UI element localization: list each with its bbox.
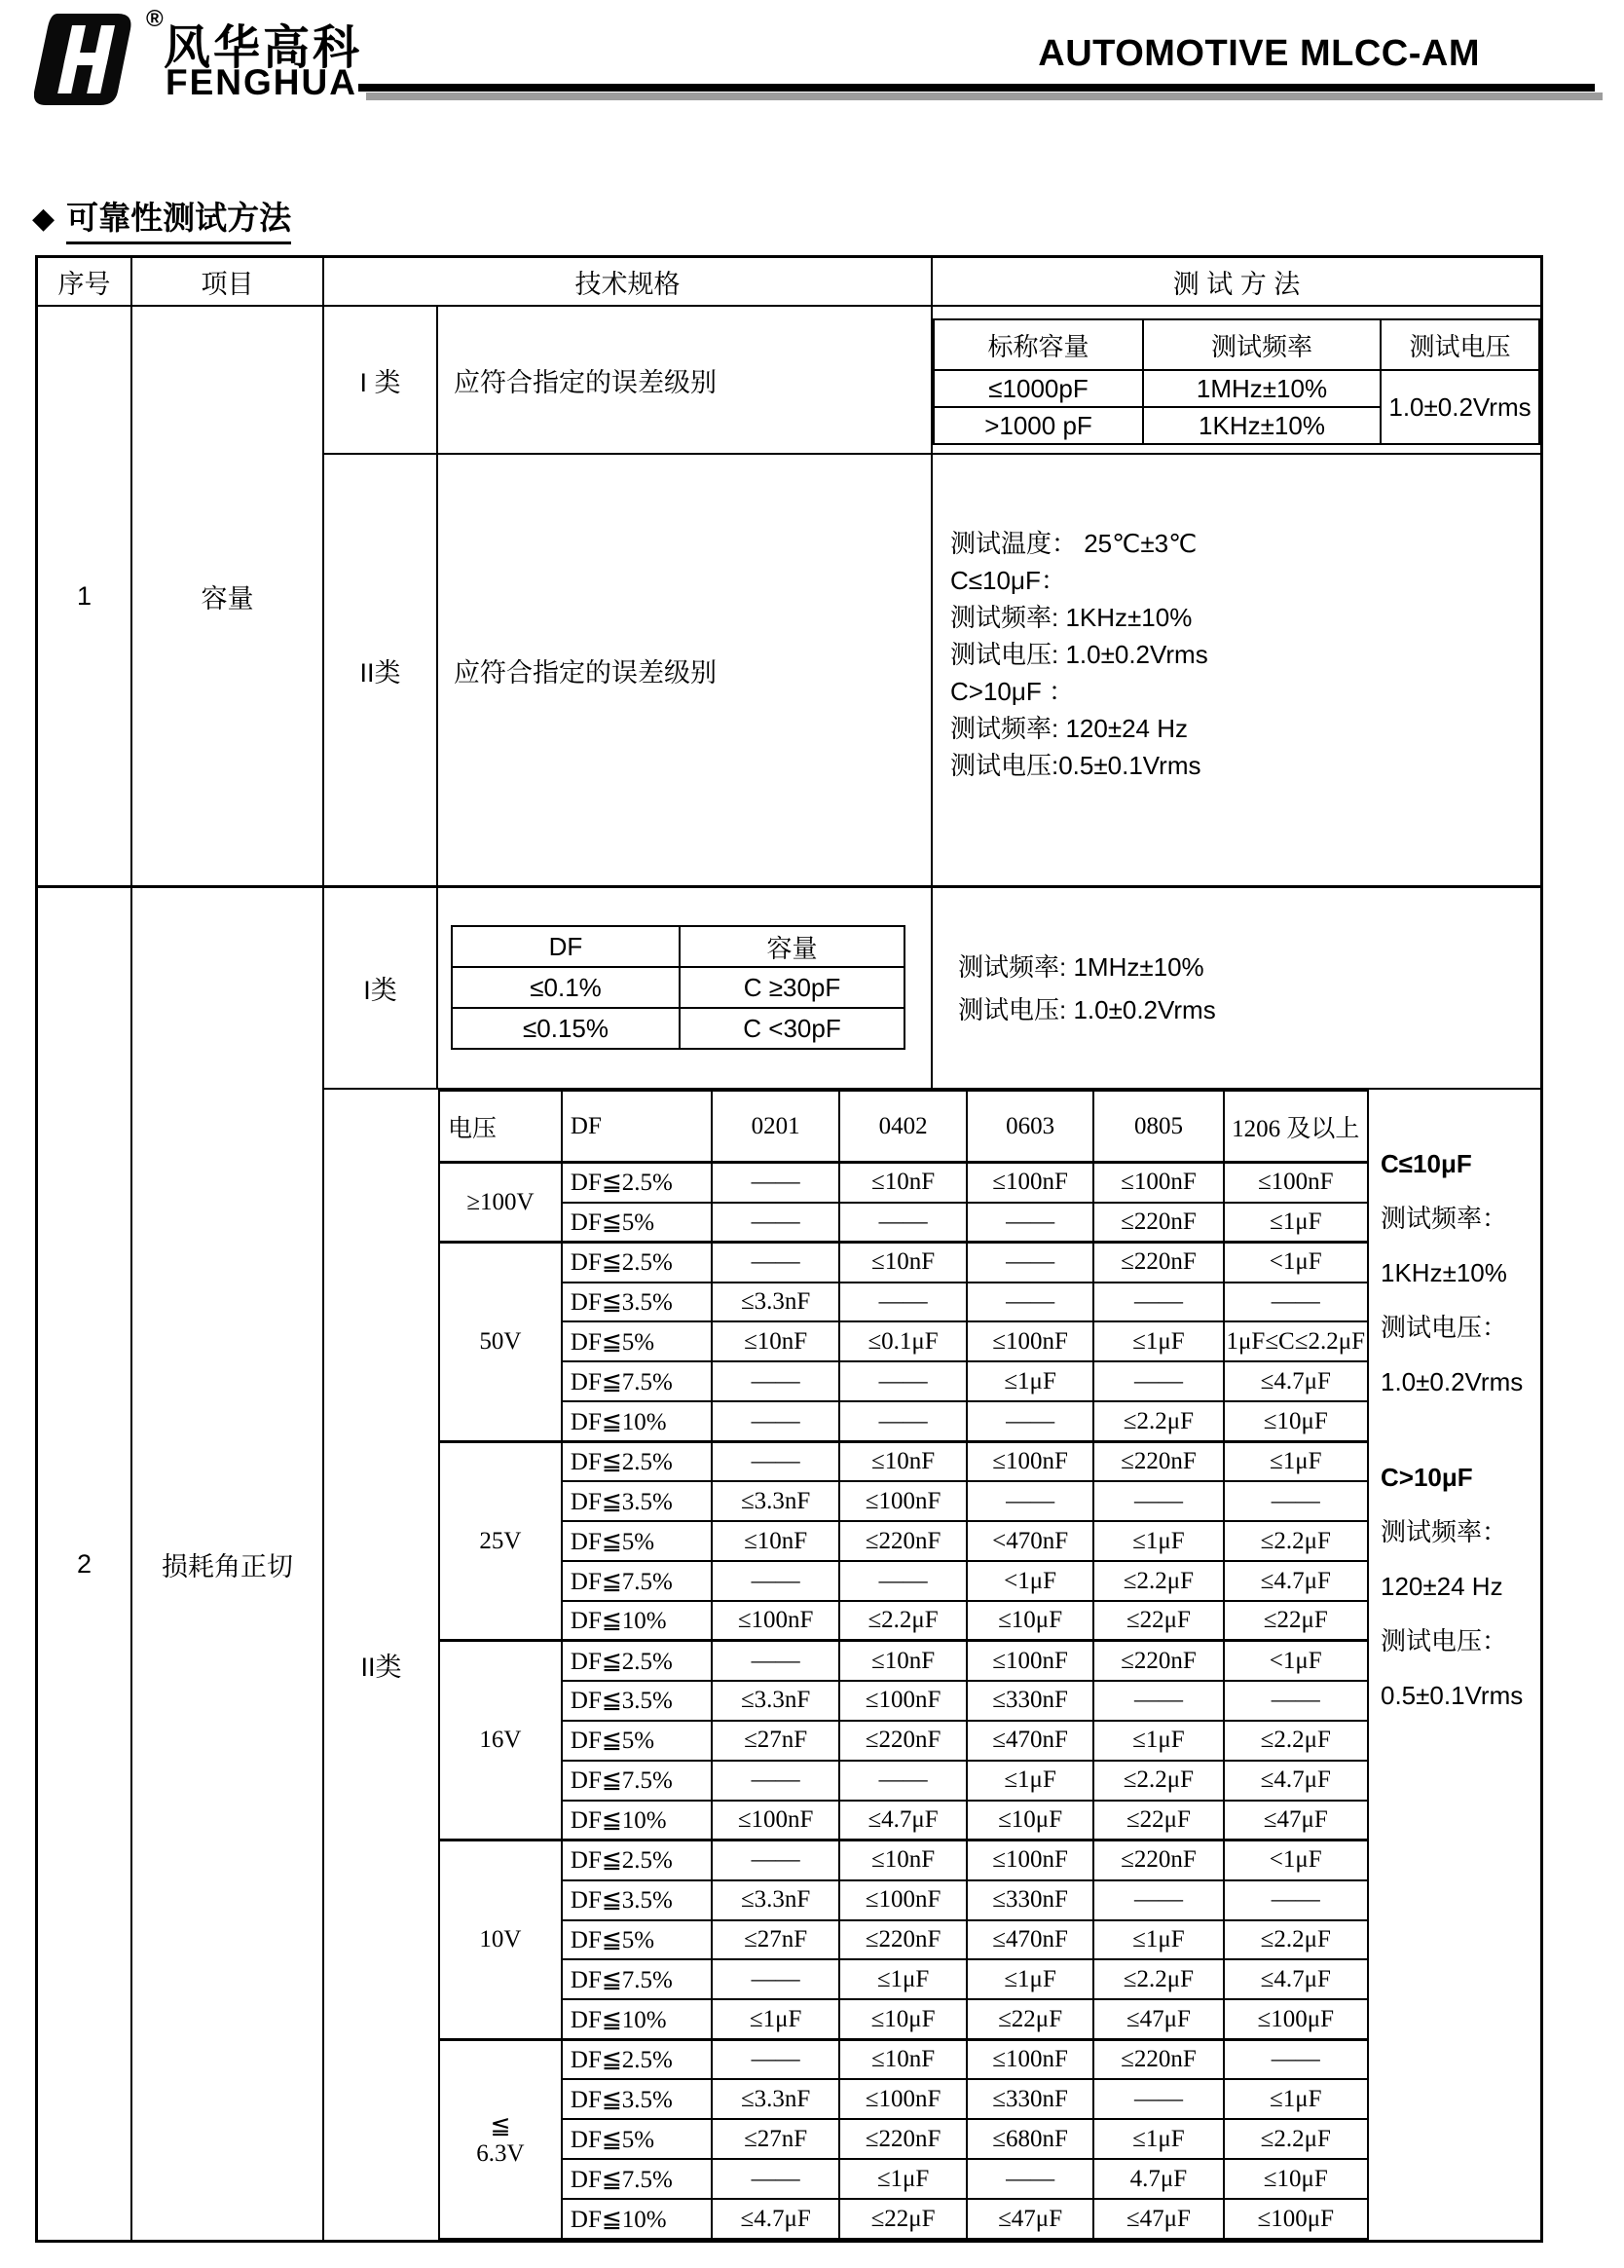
spec-text: 应符合指定的误差级别 [438,307,933,453]
voltage-group-cell: 10V [439,1840,562,2040]
grid-col-df: DF [562,1091,712,1163]
cap-value: ≤1000pF [934,370,1143,407]
df-limit-cell: ≤4.7μF [839,1801,967,1840]
df-table-row [452,1008,904,1049]
method-line: 测试频率: 1KHz±10% [950,603,1193,632]
df-limit-cell: ≤1μF [1224,1203,1368,1243]
df-grid-row [439,1243,1368,1283]
class-label: I 类 [324,307,438,453]
df-threshold-cell: DF≦2.5% [562,1840,712,1880]
df-limit-cell: <1μF [1224,1840,1368,1880]
df-limit-cell: ≤330nF [967,1681,1094,1721]
col-header-spec: 技术规格 [324,258,933,305]
df-limit-cell: —— [712,1561,839,1601]
df-class2-method [1369,1090,1540,2240]
df-value: ≤0.1% [452,967,680,1008]
df-limit-cell: ≤100nF [967,1840,1094,1880]
df-class2-row [324,1090,1540,2240]
df-limit-cell: ≤100nF [712,1801,839,1840]
df-class1-row [324,888,1540,1090]
df-threshold-cell: DF≦2.5% [562,2039,712,2079]
df-limit-cell: ≤100nF [1224,1163,1368,1203]
df-threshold-cell: DF≦3.5% [562,1681,712,1721]
df-threshold-cell: DF≦3.5% [562,2079,712,2119]
df-threshold-cell: DF≦3.5% [562,1481,712,1521]
method-line: 测试温度： 25℃±3℃ [950,529,1198,558]
table-row-capacitance [38,307,1540,888]
df-threshold-cell: DF≦7.5% [562,2159,712,2199]
df-class1-spec-cell [438,888,933,1088]
df-limit-cell: <1μF [967,1561,1094,1601]
df-grid-row [439,1920,1368,1960]
cap-class2-row [324,455,1540,885]
df-limit-cell: ≤100nF [1093,1163,1223,1203]
df-limit-cell: ≤1μF [967,1959,1094,1999]
diamond-bullet-icon: ◆ [32,203,55,235]
row-item: 损耗角正切 [132,888,324,2240]
df-limit-cell: ≤330nF [967,2079,1094,2119]
df-grid-table [438,1090,1369,2240]
method-line: C≤10μF [1381,1149,1472,1178]
voltage-group-cell: 16V [439,1641,562,1840]
df-class1-table [451,925,905,1050]
cap-method-cell [933,307,1540,453]
col-header-method: 测 试 方 法 [1172,269,1301,299]
df-limit-cell: ≤330nF [967,1880,1094,1920]
df-limit-cell: ≤2.2μF [1093,1959,1223,1999]
grid-col-size: 0402 [839,1091,967,1163]
df-limit-cell: —— [712,1361,839,1401]
cap-col-freq: 测试频率 [1143,319,1381,370]
grid-col-size: 0805 [1093,1091,1223,1163]
df-limit-cell: ≤2.2μF [1224,1721,1368,1761]
df-grid-row [439,1361,1368,1401]
grid-col-size: 0603 [967,1091,1094,1163]
freq-value: 1KHz±10% [1143,407,1381,444]
method-line: C>10μF ： [950,677,1074,706]
df-limit-cell: ≤3.3nF [712,1880,839,1920]
df-limit-cell: ≤4.7μF [1224,1959,1368,1999]
df-limit-cell: ≤2.2μF [1224,1521,1368,1561]
df-limit-cell: ≤100nF [967,1641,1094,1681]
col-header-item: 项目 [132,258,324,305]
df-limit-cell: —— [967,2159,1094,2199]
df-limit-cell: ≤3.3nF [712,1283,839,1322]
df-limit-cell: <1μF [1224,1641,1368,1681]
df-limit-cell: ≤220nF [1093,1641,1223,1681]
df-limit-cell: ≤220nF [839,2119,967,2159]
df-limit-cell: —— [712,1163,839,1203]
table-header-row [38,258,1540,307]
df-limit-cell: ≤10nF [839,1840,967,1880]
df-limit-cell: —— [712,2039,839,2079]
df-limit-cell: 1μF≤C≤2.2μF [1224,1321,1368,1361]
df-limit-cell: ≤47μF [1224,1801,1368,1840]
cap-range-value: C ≥30pF [680,967,904,1008]
reliability-test-table [35,255,1543,2243]
df-threshold-cell: DF≦7.5% [562,1959,712,1999]
df-grid-row [439,1601,1368,1641]
df-grid-row [439,1840,1368,1880]
brand-name-english: FENGHUA [166,62,357,102]
df-limit-cell: ≤27nF [712,2119,839,2159]
df-limit-cell: —— [712,1959,839,1999]
df-limit-cell: ≤2.2μF [1224,1920,1368,1960]
df-limit-cell: —— [1093,1361,1223,1401]
df-limit-cell: ≤27nF [712,1920,839,1960]
df-limit-cell: —— [967,1401,1094,1441]
grid-col-voltage: 电压 [439,1091,562,1163]
df-limit-cell: ≤47μF [1093,1999,1223,2039]
spec-text: 应符合指定的误差级别 [438,455,933,885]
freq-value: 1MHz±10% [1143,370,1381,407]
df-threshold-cell: DF≦10% [562,2199,712,2239]
df-limit-cell: ≤1μF [1093,1721,1223,1761]
cap-method-table [933,318,1540,445]
df-grid-row [439,2119,1368,2159]
cap-value: >1000 pF [934,407,1143,444]
df-limit-cell: ≤220nF [1093,1243,1223,1283]
page-header [0,0,1624,255]
df-grid-row [439,2039,1368,2079]
df-threshold-cell: DF≦3.5% [562,1880,712,1920]
df-limit-cell: —— [839,1283,967,1322]
df-grid-row [439,2159,1368,2199]
df-limit-cell: —— [712,1840,839,1880]
brand-name-chinese: 风华高科 [164,22,363,74]
df-grid-row [439,1401,1368,1441]
df-limit-cell: ≤220nF [1093,1840,1223,1880]
df-threshold-cell: DF≦10% [562,1801,712,1840]
df-limit-cell: —— [967,1481,1094,1521]
df-limit-cell: ≤10μF [967,1801,1094,1840]
method-line: 测试频率： [1381,1517,1508,1546]
df-threshold-cell: DF≦5% [562,1920,712,1960]
df-col-header: DF [452,926,680,967]
df-limit-cell: ≤1μF [839,1959,967,1999]
df-limit-cell: ≤3.3nF [712,1681,839,1721]
df-limit-cell: —— [839,1361,967,1401]
df-limit-cell: ≤100μF [1224,1999,1368,2039]
df-limit-cell: <470nF [967,1521,1094,1561]
df-limit-cell: ≤1μF [1093,1521,1223,1561]
df-grid-row [439,1163,1368,1203]
header-rule-black [358,84,1595,92]
grid-col-size: 1206 及以上 [1224,1091,1368,1163]
df-grid-row [439,2079,1368,2119]
df-grid-row [439,1283,1368,1322]
df-limit-cell: —— [1093,1681,1223,1721]
cap-col-header: 容量 [680,926,904,967]
df-limit-cell: —— [839,1401,967,1441]
df-table-row [452,967,904,1008]
method-line: 测试电压： [1381,1313,1508,1342]
df-limit-cell: —— [712,1641,839,1681]
method-line: 0.5±0.1Vrms [1381,1681,1524,1710]
df-limit-cell: —— [1224,1481,1368,1521]
df-threshold-cell: DF≦7.5% [562,1761,712,1801]
method-line: 测试频率: 1MHz±10% [958,951,1204,982]
df-threshold-cell: DF≦5% [562,1321,712,1361]
df-limit-cell: ≤100nF [839,1880,967,1920]
df-grid-row [439,1481,1368,1521]
df-grid-header-row [439,1091,1368,1163]
method-line: 1KHz±10% [1381,1258,1507,1287]
row-item: 容量 [132,307,324,885]
df-limit-cell: ≤4.7μF [1224,1361,1368,1401]
df-limit-cell: ≤100nF [839,1481,967,1521]
df-limit-cell: ≤22μF [1093,1801,1223,1840]
df-limit-cell: ≤100nF [967,2039,1094,2079]
df-limit-cell: —— [839,1203,967,1243]
df-grid-row [439,1641,1368,1681]
cap-range-value: C <30pF [680,1008,904,1049]
class-label: I类 [324,888,438,1088]
df-limit-cell: ≤680nF [967,2119,1094,2159]
df-limit-cell: —— [712,2159,839,2199]
df-limit-cell: ≤4.7μF [1224,1761,1368,1801]
df-threshold-cell: DF≦5% [562,2119,712,2159]
df-grid-row [439,1681,1368,1721]
df-limit-cell: ≤3.3nF [712,1481,839,1521]
df-class1-method [933,888,1540,1088]
method-line: 测试电压： [1381,1626,1508,1655]
df-grid-row [439,1521,1368,1561]
df-limit-cell: —— [839,1561,967,1601]
df-limit-cell: ≤1μF [1224,1441,1368,1481]
df-grid-body [439,1091,1368,2239]
df-limit-cell: ≤4.7μF [1224,1561,1368,1601]
df-limit-cell: —— [1093,1283,1223,1322]
df-threshold-cell: DF≦10% [562,1601,712,1641]
df-table-header-row [452,926,904,967]
df-limit-cell: ≤10nF [839,2039,967,2079]
header-rule-gray [366,93,1603,100]
df-limit-cell: ≤100nF [967,1321,1094,1361]
df-limit-cell: ≤100nF [839,2079,967,2119]
df-grid-row [439,1721,1368,1761]
df-limit-cell: ≤22μF [967,1999,1094,2039]
df-limit-cell: ≤100nF [839,1681,967,1721]
test-voltage-value: 1.0±0.2Vrms [1381,370,1539,444]
method-line: C>10μF [1381,1463,1473,1492]
document-title: AUTOMOTIVE MLCC-AM [1038,33,1480,74]
df-limit-cell: ≤2.2μF [1093,1561,1223,1601]
df-threshold-cell: DF≦5% [562,1721,712,1761]
df-limit-cell: —— [967,1203,1094,1243]
row-no: 1 [38,307,132,885]
df-limit-cell: ≤1μF [1093,1920,1223,1960]
df-limit-cell: ≤220nF [1093,1203,1223,1243]
grid-col-size: 0201 [712,1091,839,1163]
cap-class1-row [324,307,1540,455]
voltage-group-cell: 25V [439,1441,562,1641]
df-limit-cell: ≤0.1μF [839,1321,967,1361]
df-limit-cell: ≤2.2μF [1224,2119,1368,2159]
df-threshold-cell: DF≦7.5% [562,1361,712,1401]
df-grid-row [439,1561,1368,1601]
df-grid-cell [438,1090,1369,2240]
df-grid-row [439,1880,1368,1920]
df-limit-cell: ≤22μF [1093,1601,1223,1641]
df-limit-cell: —— [1224,2039,1368,2079]
df-limit-cell: —— [712,1203,839,1243]
class-label: II类 [360,1653,402,1682]
df-threshold-cell: DF≦2.5% [562,1441,712,1481]
registered-trademark-icon: ® [146,6,164,32]
df-limit-cell: ≤100nF [967,1441,1094,1481]
method-line: 120±24 Hz [1381,1572,1503,1601]
df-grid-row [439,1321,1368,1361]
df-limit-cell: —— [712,1243,839,1283]
df-limit-cell: ≤27nF [712,1721,839,1761]
method-line: 测试电压:0.5±0.1Vrms [950,751,1201,780]
df-threshold-cell: DF≦5% [562,1203,712,1243]
method-line: C≤10μF： [950,566,1066,595]
method-line: 测试频率: 120±24 Hz [950,714,1189,743]
df-threshold-cell: DF≦10% [562,1401,712,1441]
df-limit-cell: ≤47μF [967,2199,1094,2239]
df-limit-cell: ≤4.7μF [712,2199,839,2239]
df-limit-cell: ≤1μF [967,1361,1094,1401]
cap-table-header-row [934,319,1539,370]
df-grid-row [439,1203,1368,1243]
df-limit-cell: —— [1224,1283,1368,1322]
df-limit-cell: ≤10nF [712,1321,839,1361]
df-limit-cell: ≤22μF [1224,1601,1368,1641]
df-threshold-cell: DF≦10% [562,1999,712,2039]
df-limit-cell: <1μF [1224,1243,1368,1283]
cap-col-voltage: 测试电压 [1381,319,1539,370]
col-header-no: 序号 [38,258,132,305]
df-limit-cell: ≤220nF [1093,2039,1223,2079]
df-limit-cell: ≤1μF [1093,2119,1223,2159]
df-threshold-cell: DF≦3.5% [562,1283,712,1322]
method-line: 测试频率： [1381,1204,1508,1233]
voltage-group-cell: ≥100V [439,1163,562,1243]
df-limit-cell: —— [1224,1681,1368,1721]
method-line: 测试电压: 1.0±0.2Vrms [950,640,1208,669]
method-line: 测试电压: 1.0±0.2Vrms [958,994,1216,1024]
cap-table-row [934,370,1539,407]
df-limit-cell: —— [1224,1880,1368,1920]
class-label: II类 [324,455,438,885]
df-threshold-cell: DF≦5% [562,1521,712,1561]
df-grid-row [439,1761,1368,1801]
df-limit-cell: ≤2.2μF [839,1601,967,1641]
df-limit-cell: —— [1093,1880,1223,1920]
df-limit-cell: ≤100μF [1224,2199,1368,2239]
df-limit-cell: ≤220nF [1093,1441,1223,1481]
df-limit-cell: ≤10nF [712,1521,839,1561]
df-grid-row [439,2199,1368,2239]
df-grid-row [439,1441,1368,1481]
df-limit-cell: —— [967,1243,1094,1283]
voltage-group-cell: ≦ 6.3V [439,2039,562,2239]
df-limit-cell: ≤10μF [839,1999,967,2039]
section-title [32,193,291,244]
df-limit-cell: ≤220nF [839,1521,967,1561]
row-no: 2 [38,888,132,2240]
fenghua-logo-icon [34,12,143,107]
df-limit-cell: —— [967,1283,1094,1322]
section-title-text: 可靠性测试方法 [66,193,291,244]
df-limit-cell: —— [712,1441,839,1481]
df-limit-cell: —— [839,1761,967,1801]
df-threshold-cell: DF≦7.5% [562,1561,712,1601]
df-limit-cell: ≤3.3nF [712,2079,839,2119]
table-row-df [38,888,1540,2240]
df-grid-row [439,1959,1368,1999]
df-limit-cell: ≤1μF [839,2159,967,2199]
df-threshold-cell: DF≦2.5% [562,1243,712,1283]
df-limit-cell: ≤470nF [967,1920,1094,1960]
voltage-group-cell: 50V [439,1243,562,1442]
df-limit-cell: ≤1μF [1093,1321,1223,1361]
df-limit-cell: ≤2.2μF [1093,1761,1223,1801]
df-limit-cell: ≤10nF [839,1163,967,1203]
df-limit-cell: ≤2.2μF [1093,1401,1223,1441]
df-value: ≤0.15% [452,1008,680,1049]
df-threshold-cell: DF≦2.5% [562,1641,712,1681]
df-limit-cell: ≤1μF [1224,2079,1368,2119]
df-limit-cell: —— [712,1401,839,1441]
df-limit-cell: —— [712,1761,839,1801]
df-limit-cell: ≤220nF [839,1721,967,1761]
df-limit-cell: —— [1093,1481,1223,1521]
df-limit-cell: ≤10μF [1224,2159,1368,2199]
df-limit-cell: ≤220nF [839,1920,967,1960]
df-limit-cell: ≤10nF [839,1243,967,1283]
df-limit-cell: 4.7μF [1093,2159,1223,2199]
method-line: 1.0±0.2Vrms [1381,1367,1524,1396]
df-limit-cell: ≤100nF [967,1163,1094,1203]
df-limit-cell: ≤100nF [712,1601,839,1641]
df-limit-cell: ≤10nF [839,1641,967,1681]
cap-col-nominal: 标称容量 [934,319,1143,370]
df-limit-cell: ≤470nF [967,1721,1094,1761]
cap-class2-method [933,455,1540,885]
df-grid-row [439,1801,1368,1840]
df-limit-cell: ≤22μF [839,2199,967,2239]
df-limit-cell: —— [1093,2079,1223,2119]
df-limit-cell: ≤1μF [967,1761,1094,1801]
df-limit-cell: ≤10μF [967,1601,1094,1641]
df-limit-cell: ≤10μF [1224,1401,1368,1441]
df-limit-cell: ≤1μF [712,1999,839,2039]
df-limit-cell: ≤10nF [839,1441,967,1481]
df-limit-cell: ≤47μF [1093,2199,1223,2239]
df-grid-row [439,1999,1368,2039]
df-threshold-cell: DF≦2.5% [562,1163,712,1203]
